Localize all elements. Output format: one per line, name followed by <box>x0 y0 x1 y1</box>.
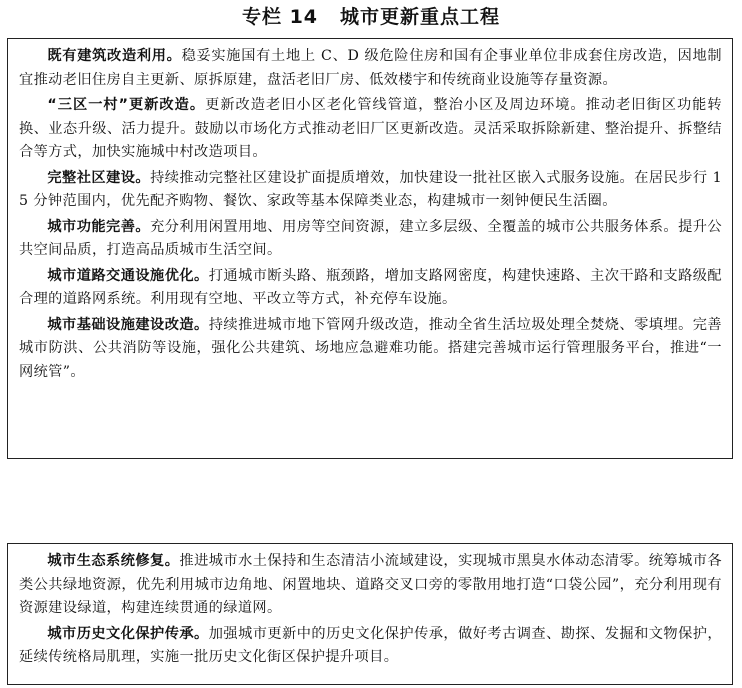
paragraph-body: 打通城市断头路、瓶颈路，增加支路网密度，构建快速路、主次干路和支路级配合理的道路网系统。利用现有空地、平改立等方式，补充停车设施。 <box>19 267 722 307</box>
paragraph-heading: 城市道路交通设施优化。 <box>47 267 209 284</box>
paragraph-building-renovation <box>19 45 722 92</box>
project-box-upper <box>7 38 733 459</box>
paragraph-road-traffic <box>19 265 722 312</box>
page-title <box>0 4 742 30</box>
paragraph-body: 持续推动完整社区建设扩面提质增效，加快建设一批社区嵌入式服务设施。在居民步行 15 分钟范围内，优先配齐购物、餐饮、家政等基本保障类业态，构建城市一刻钟便民生活圈。 <box>19 169 722 209</box>
paragraph-heading: 城市基础设施建设改造。 <box>47 316 209 333</box>
column-title: 城市更新重点工程 <box>340 6 501 28</box>
project-box-lower <box>7 543 733 685</box>
paragraph-heading: 城市功能完善。 <box>47 218 151 235</box>
paragraph-infrastructure <box>19 314 722 385</box>
paragraph-body: 更新改造老旧小区老化管线管道，整治小区及周边环境。推动老旧街区功能转换、业态升级、活力提升。鼓励以市场化方式推动老旧厂区更新改造。灵活采取拆除新建、整治提升、拆整结合等方式，加快实施城中村改造项目。 <box>19 97 722 160</box>
paragraph-heading: 既有建筑改造利用。 <box>47 48 182 64</box>
paragraph-complete-community <box>19 167 722 214</box>
paragraph-body: 充分利用闲置用地、用房等空间资源，建立多层级、全覆盖的城市公共服务体系。提升公共空间品质，打造高品质城市生活空间。 <box>19 218 722 258</box>
paragraph-heritage-protection <box>19 623 722 670</box>
paragraph-heading: 城市生态系统修复。 <box>47 553 180 569</box>
paragraph-ecosystem-restoration <box>19 550 722 621</box>
paragraph-body: 稳妥实施国有土地上 C、D 级危险住房和国有企事业单位非成套住房改造，因地制宜推动老旧住房自主更新、原拆原建，盘活老旧厂房、低效楼宇和传统商业设施等存量资源。 <box>19 48 722 88</box>
paragraph-heading: “三区一村”更新改造。 <box>47 97 206 113</box>
paragraph-heading: 城市历史文化保护传承。 <box>47 625 209 642</box>
paragraph-heading: 完整社区建设。 <box>47 169 151 186</box>
paragraph-body: 持续推进城市地下管网升级改造，推动全省生活垃圾处理全焚烧、零填埋。完善城市防洪、公共消防等设施，强化公共建筑、场地应急避难功能。搭建完善城市运行管理服务平台，推进“一网统管”。 <box>19 316 722 380</box>
paragraph-city-function <box>19 216 722 263</box>
paragraph-body: 推进城市水土保持和生态清洁小流域建设，实现城市黑臭水体动态清零。统筹城市各类公共绿地资源，优先利用城市边角地、闲置地块、道路交叉口旁的零散用地打造“口袋公园”，充分利用现有资源建设绿道，构建连续贯通的绿道网。 <box>19 553 722 616</box>
column-number: 专栏 14 <box>241 6 319 28</box>
paragraph-body: 加强城市更新中的历史文化保护传承，做好考古调查、勘探、发掘和文物保护，延续传统格局肌理，实施一批历史文化街区保护提升项目。 <box>19 625 722 665</box>
paragraph-three-districts-one-village <box>19 94 722 165</box>
